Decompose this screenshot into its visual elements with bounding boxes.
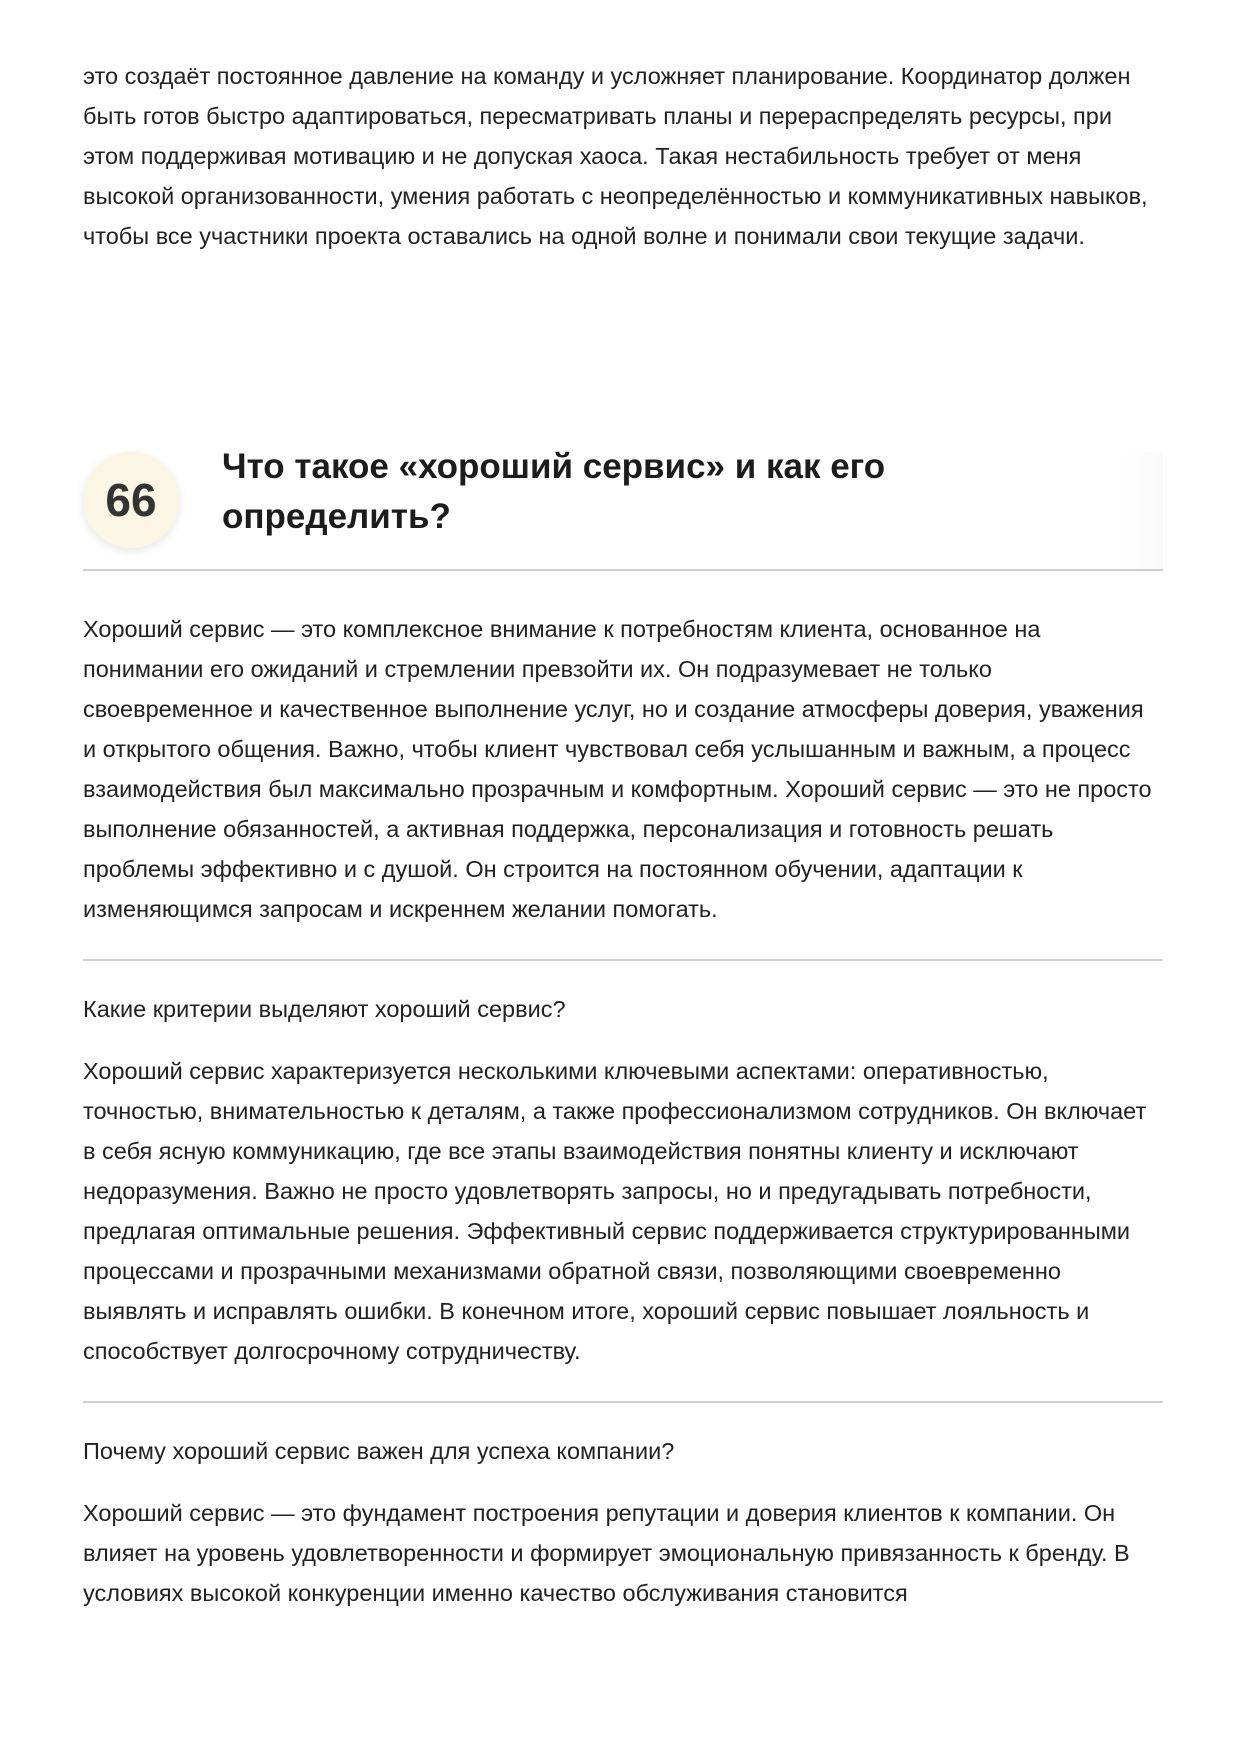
document-page (83, 56, 1163, 1643)
question-title: Что такое «хороший сервис» и как его определить? (222, 447, 886, 536)
follow-up-block (83, 1403, 1163, 1643)
intro-paragraph: это создаёт постоянное давление на команду и усложняет планирование. Координатор должен быть готов быстро адаптироваться, пересматривать планы и перераспределять ресурсы, при этом поддерживая мотивацию и не допуская хаоса. Такая нестабильность требует от меня высокой организованности, умения работать с неопределённостью и коммуникативных навыков, чтобы все участники проекта оставались на одной волне и понимали свои текущие задачи. (83, 63, 1148, 249)
question-header (83, 447, 1163, 571)
question-number-badge: 66 (83, 452, 179, 548)
follow-up-question: Почему хороший сервис важен для успеха компании? (83, 1438, 675, 1464)
question-answer-block (83, 571, 1163, 961)
follow-up-question: Какие критерии выделяют хороший сервис? (83, 996, 566, 1022)
follow-up-answer: Хороший сервис — это фундамент построения репутации и доверия клиентов к компании. Он влияет на уровень удовлетворенности и формирует эмоциональную привязанность к бренду. В условиях высокой конкуренции именно качество обслуживания становится (83, 1500, 1130, 1606)
follow-up-block (83, 961, 1163, 1403)
follow-up-answer: Хороший сервис характеризуется несколькими ключевыми аспектами: оперативностью, точностью, внимательностью к деталям, а также профессионализмом сотрудников. Он включает в себя ясную коммуникацию, где все этапы взаимодействия понятны клиенту и исключают недоразумения. Важно не просто удовлетворять запросы, но и предугадывать потребности, предлагая оптимальные решения. Эффективный сервис поддерживается структурированными процессами и прозрачными механизмами обратной связи, позволяющими своевременно выявлять и исправлять ошибки. В конечном итоге, хороший сервис повышает лояльность и способствует долгосрочному сотрудничеству. (83, 1058, 1147, 1364)
question-answer: Хороший сервис — это комплексное внимание к потребностям клиента, основанное на понимании его ожиданий и стремлении превзойти их. Он подразумевает не только своевременное и качественное выполнение услуг, но и создание атмосферы доверия, уважения и открытого общения. Важно, чтобы клиент чувствовал себя услышанным и важным, а процесс взаимодействия был максимально прозрачным и комфортным. Хороший сервис — это не просто выполнение обязанностей, а активная поддержка, персонализация и готовность решать проблемы эффективно и с душой. Он строится на постоянном обучении, адаптации к изменяющимся запросам и искреннем желании помогать. (83, 616, 1152, 922)
